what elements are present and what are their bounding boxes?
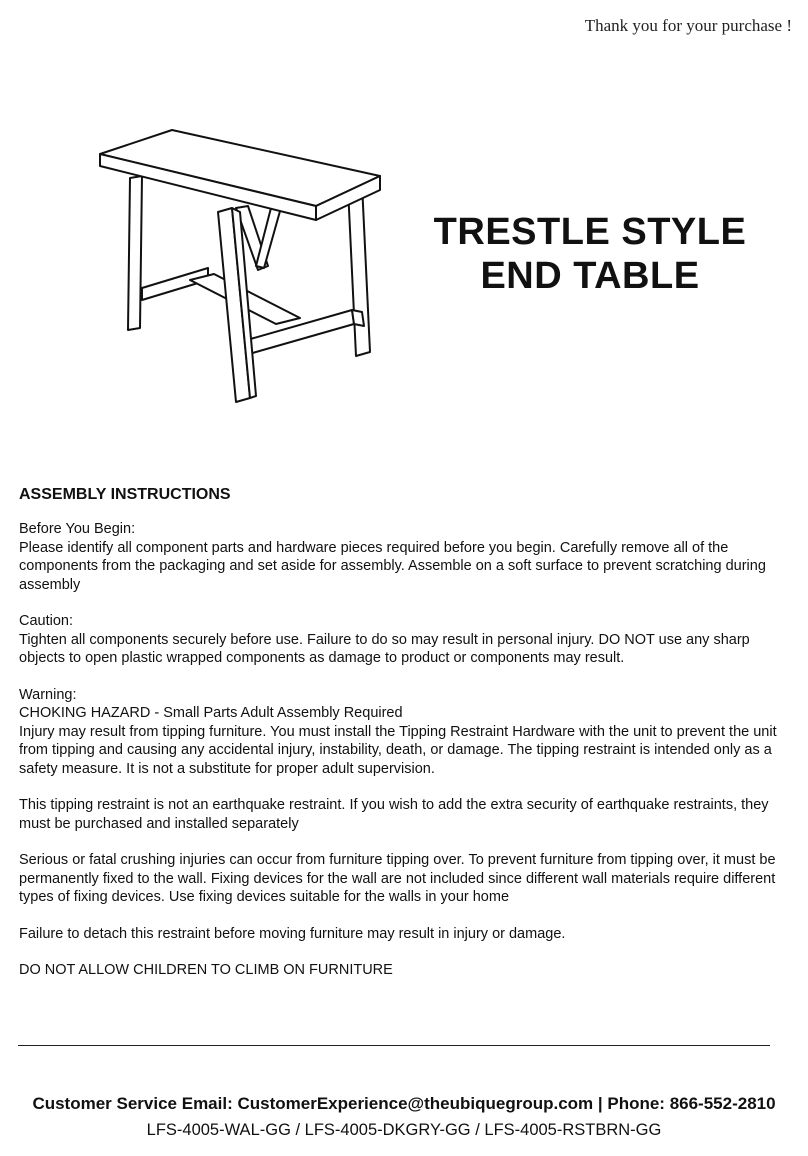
children-warning: DO NOT ALLOW CHILDREN TO CLIMB ON FURNITURE [19,962,393,978]
title-line-2: END TABLE [480,255,700,297]
end-table-illustration [90,120,390,420]
instructions-heading: ASSEMBLY INSTRUCTIONS [19,486,231,503]
caution-heading: Caution: [19,613,74,629]
thank-you-note: Thank you for your purchase ! [584,16,792,35]
product-skus: LFS-4005-WAL-GG / LFS-4005-DKGRY-GG / LFS-4005-RSTBRN-GG [146,1121,662,1139]
caution-text: Tighten all components securely before use. Failure to do so may result in personal injury. DO NOT use any sharp objects to open plastic wrapped components as damage to product or components may result. [19,631,750,666]
before-you-begin-section [19,520,784,594]
detach-note: Failure to detach this restraint before moving furniture may result in injury or damage. [19,925,566,942]
caution-section [19,612,784,668]
customer-service-contact: Customer Service Email: CustomerExperience@theubiquegroup.com | Phone: 866-552-2810 [32,1094,776,1113]
before-heading: Before You Begin: [19,521,136,537]
earthquake-note: This tipping restraint is not an earthquake restraint. If you wish to add the extra security of earthquake restraints, they must be purchased and installed separately [19,797,769,832]
warning-text: Injury may result from tipping furniture. You must install the Tipping Restraint Hardware with the unit to prevent the unit from tipping and causing any accidental injury, instability, death, or damage. The tipping restraint is intended only as a safety measure. It is not a substitute for proper adult supervision. [19,723,777,777]
warning-section [19,686,784,779]
crushing-note: Serious or fatal crushing injuries can occur from furniture tipping over. To prevent furniture from tipping over, it must be permanently fixed to the wall. Fixing devices for the wall are not included since different wall materials require different types of fixing devices. Use fixing devices suitable for the walls in your home [19,852,776,905]
before-text: Please identify all component parts and hardware pieces required before you begin. Carefully remove all of the components from the packaging and set aside for assembly. Assemble on a soft surface to prevent scratching during assembly [19,539,766,593]
assembly-instructions [19,484,784,998]
choking-hazard: CHOKING HAZARD - Small Parts Adult Assembly Required [19,705,403,721]
warning-heading: Warning: [19,686,77,703]
product-title [420,210,760,298]
title-line-1: TRESTLE STYLE [433,211,747,253]
footer-divider [18,1045,770,1046]
